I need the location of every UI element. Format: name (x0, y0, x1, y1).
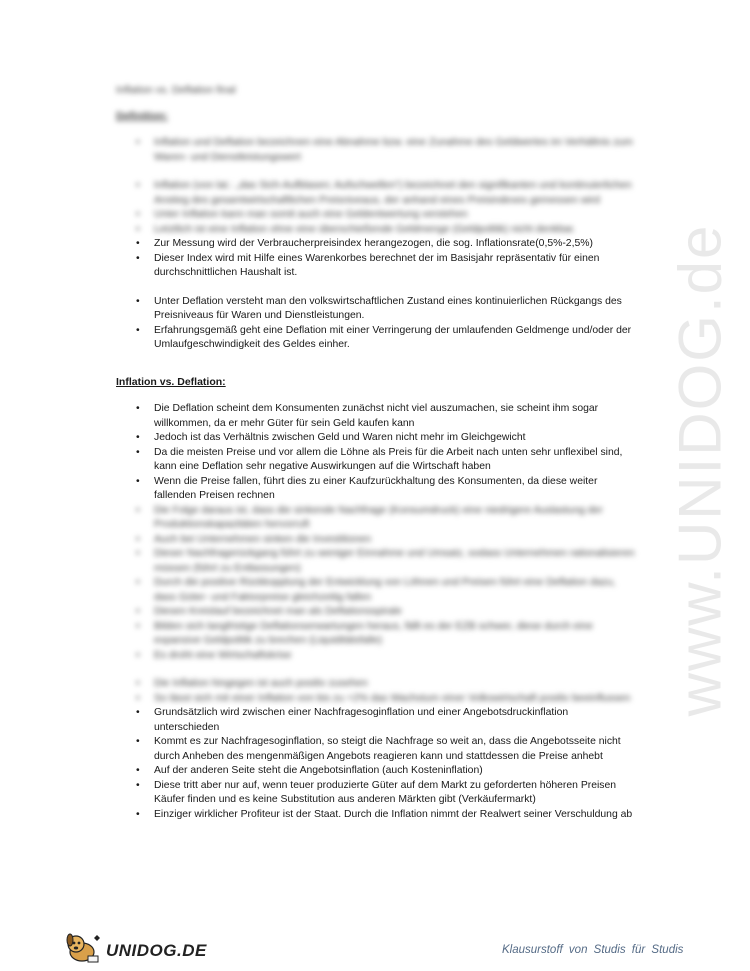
definition-bullet-list (116, 136, 636, 353)
bullet-item: • Die Folge daraus ist, dass die sinkende Nachfrage (Konsumdruck) eine niedrigere Auslastung der Produktionskapazitäten hervorruft (116, 504, 636, 533)
bullet-item: • So lässt sich mit einer Inflation von bis zu +2% das Wachstum einer Volkswirtschaft positiv beeinflussen (116, 692, 636, 707)
bullet-item: • Durch die positive Rückkopplung der Entwicklung von Löhnen und Preisen führt eine Deflation dazu, dass Güter- und Faktorpreise gleichzeitig fallen (116, 576, 636, 605)
bullet-item: • Da die meisten Preise und vor allem die Löhne als Preis für die Arbeit nach unten sehr unflexibel sind, kann eine Deflation sehr negative Auswirkungen auf die Wirtschaft haben (116, 446, 636, 475)
bullet-item: • Jedoch ist das Verhältnis zwischen Geld und Waren nicht mehr im Gleichgewicht (116, 431, 636, 446)
section-heading-definition: Definition: (116, 110, 168, 122)
bullet-item: • Die Inflation hingegen ist auch positiv zusehen (116, 677, 636, 692)
bullet-item: • Es droht eine Wirtschaftskrise (116, 649, 636, 664)
bullet-item: • Die Deflation scheint dem Konsumenten zunächst nicht viel auszumachen, sie scheint ihm sogar willkommen, da er mehr Güter für sein Geld kaufen kann (116, 402, 636, 431)
bullet-item: • Bilden sich langfristige Deflationserwartungen heraus, fällt es der EZB schwer, diese durch eine expansive Geldpolitik zu brechen (Liquiditätsfalle) (116, 620, 636, 649)
bullet-item: • Grundsätzlich wird zwischen einer Nachfragesoginflation und einer Angebotsdruckinflation unterschieden (116, 706, 636, 735)
section-heading-inflation-vs-deflation: Inflation vs. Deflation: (116, 376, 226, 388)
bullet-item: • Dieser Nachfragerückgang führt zu weniger Einnahme und Umsatz, sodass Unternehmen rationalisieren müssen (führt zu Entlassungen) (116, 547, 636, 576)
bullet-item: • Wenn die Preise fallen, führt dies zu einer Kaufzurückhaltung des Konsumenten, da diese weiter fallenden Preisen rechnen (116, 475, 636, 504)
bullet-item: • Inflation (von lat.: „das Sich-Aufblasen; Aufschwellen“) bezeichnet den signifikanten und kontinuierlichen Anstieg des gesamtwirtschaftlichen Preisniveaus, der anhand eines Preisindexes gemessen wird (116, 179, 636, 208)
document-title: Inflation vs. Deflation final (116, 84, 236, 96)
bullet-item: • Einziger wirklicher Profiteur ist der Staat. Durch die Inflation nimmt der Realwert seiner Verschuldung ab (116, 808, 636, 823)
bullet-item: • Auch bei Unternehmen sinken die Investitionen (116, 533, 636, 548)
comparison-bullet-list (116, 402, 636, 822)
bullet-item: • Kommt es zur Nachfragesoginflation, so steigt die Nachfrage so weit an, dass die Angebotsseite nicht durch Anheben des mengenmäßigen Angebots reagieren kann und stattdessen die Preise anhebt (116, 735, 636, 764)
watermark-text: www.UNIDOG.de (666, 223, 734, 717)
footer-tagline: Klausurstoff von Studis für Studis (502, 944, 684, 956)
bullet-item: • Unter Deflation versteht man den volkswirtschaftlichen Zustand eines kontinuierlichen Rückgangs des Preisniveaus für Waren und Dienstleistungen. (116, 295, 636, 324)
bullet-item: • Auf der anderen Seite steht die Angebotsinflation (auch Kosteninflation) (116, 764, 636, 779)
bullet-item: • Erfahrungsgemäß geht eine Deflation mit einer Verringerung der umlaufenden Geldmenge und/oder der Umlaufgeschwindigkeit des Geldes einher. (116, 324, 636, 353)
bullet-item: • Letztlich ist eine Inflation ohne eine überschießende Geldmenge (Geldpolitik) nicht denkbar. (116, 223, 636, 238)
dog-mascot-icon (64, 930, 104, 964)
bullet-item: • Dieser Index wird mit Hilfe eines Warenkorbes berechnet der im Basisjahr repräsentativ für einen durchschnittlichen Haushalt ist. (116, 252, 636, 281)
logo-text: UNIDOG.DE (106, 941, 207, 960)
bullet-item: • Unter Inflation kann man somit auch eine Geldentwertung verstehen (116, 208, 636, 223)
bullet-item: • Inflation und Deflation bezeichnen eine Abnahme bzw. eine Zunahme des Geldwertes im Verhältnis zum Waren- und Dienstleistungswert (116, 136, 636, 165)
bullet-item: • Diesen Kreislauf bezeichnet man als Deflationsspirale (116, 605, 636, 620)
unidog-logo (64, 930, 207, 964)
bullet-item: • Zur Messung wird der Verbraucherpreisindex herangezogen, die sog. Inflationsrate(0,5%-2,5%) (116, 237, 636, 252)
bullet-item: • Diese tritt aber nur auf, wenn teuer produzierte Güter auf dem Markt zu geforderten höheren Preisen Käufer finden und es keine Substitution aus anderen Märkten gibt (Verkäufermarkt) (116, 779, 636, 808)
